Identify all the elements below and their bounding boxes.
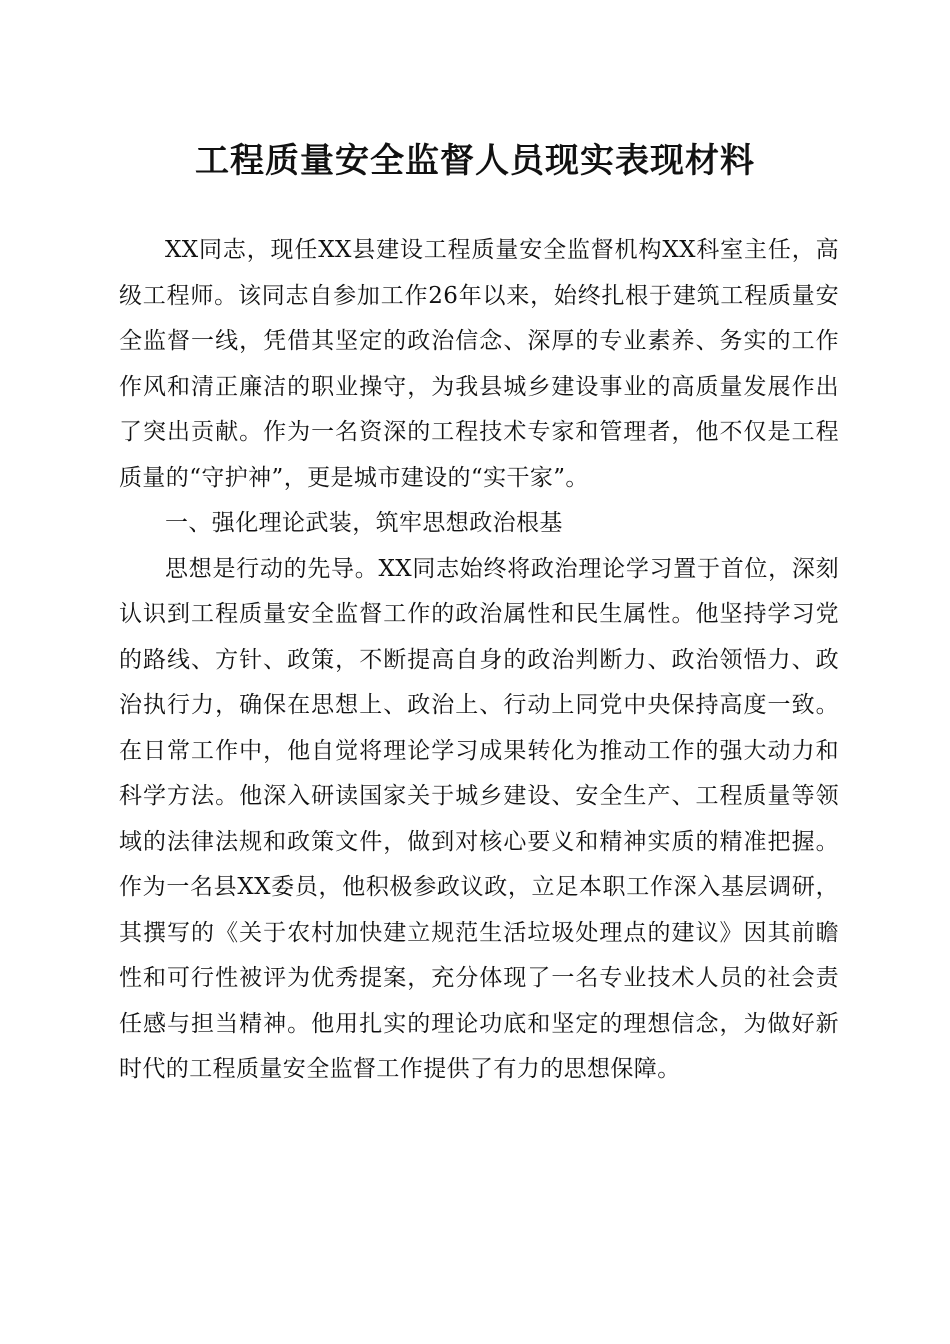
section-paragraph: 思想是行动的先导。XX同志始终将政治理论学习置于首位，深刻认识到工程质量安全监督工作的政治属性和民生属性。他坚持学习党的路线、方针、政策，不断提高自身的政治判断力、政治领悟力、政治执行力，确保在思想上、政治上、行动上同党中央保持高度一致。在日常工作中，他自觉将理论学习成果转化为推动工作的强大动力和科学方法。他深入研读国家关于城乡建设、安全生产、工程质量等领域的法律法规和政策文件，做到对核心要义和精神实质的精准把握。作为一名县XX委员，他积极参政议政，立足本职工作深入基层调研，其撰写的《关于农村加快建立规范生活垃圾处理点的建议》因其前瞻性和可行性被评为优秀提案，充分体现了一名专业技术人员的社会责任感与担当精神。他用扎实的理论功底和坚定的理想信念，为做好新时代的工程质量安全监督工作提供了有力的思想保障。 <box>119 555 839 1082</box>
document-body <box>119 228 839 1093</box>
section-heading: 一、强化理论武装，筑牢思想政治根基 <box>165 510 563 536</box>
document-title: 工程质量安全监督人员现实表现材料 <box>195 141 755 181</box>
intro-paragraph: XX同志，现任XX县建设工程质量安全监督机构XX科室主任，高级工程师。该同志自参加工作26年以来，始终扎根于建筑工程质量安全监督一线，凭借其坚定的政治信念、深厚的专业素养、务实的工作作风和清正廉洁的职业操守，为我县城乡建设事业的高质量发展作出了突出贡献。作为一名资深的工程技术专家和管理者，他不仅是工程质量的“守护神”，更是城市建设的“实干家”。 <box>119 237 839 491</box>
